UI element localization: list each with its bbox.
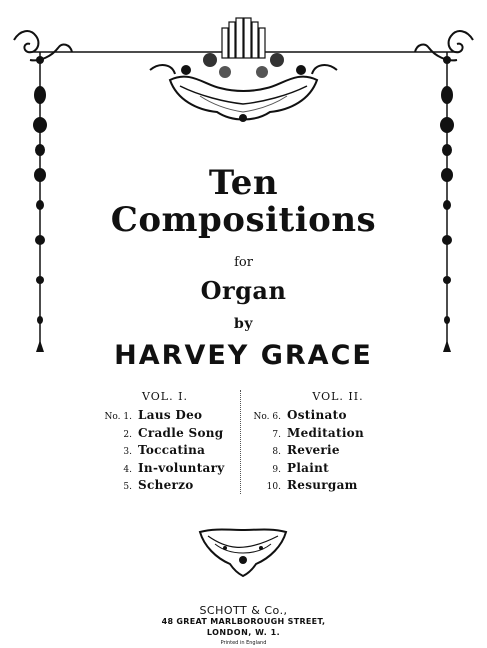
volume-1-heading: VOL. I. (142, 390, 188, 403)
volume-2-contents (241, 405, 364, 493)
contents-entry (92, 440, 225, 458)
piece-title: Reverie (287, 443, 340, 457)
volume-2-heading: VOL. II. (312, 390, 364, 403)
title-line-compositions: Compositions (110, 200, 377, 240)
contents-entry (241, 423, 364, 441)
piece-title: Scherzo (138, 478, 194, 492)
left-corner-scroll (14, 31, 72, 64)
piece-number: No. 1. (104, 412, 132, 422)
right-corner-scroll (415, 31, 473, 64)
piece-number: 5. (123, 482, 132, 492)
contents-entry (241, 475, 364, 493)
piece-title: Meditation (287, 425, 365, 440)
by-label: by (234, 316, 253, 332)
piece-number: 2. (123, 429, 132, 440)
piece-number: 8. (272, 447, 281, 457)
piece-title: Plaint (287, 460, 329, 475)
piece-title: In-voluntary (138, 460, 225, 475)
publisher-city: LONDON, W. 1. (206, 628, 281, 637)
instrument-title: Organ (200, 276, 287, 305)
piece-title: Cradle Song (138, 425, 224, 440)
piece-title: Resurgam (287, 478, 358, 492)
piece-number: 9. (272, 464, 281, 475)
piece-number: No. 6. (253, 412, 281, 422)
piece-title: Laus Deo (138, 408, 203, 422)
bottom-ornament (200, 530, 286, 577)
contents-entry (92, 458, 225, 476)
printed-note: Printed in England (220, 640, 267, 646)
contents-entry (241, 405, 364, 423)
for-label: for (234, 255, 253, 270)
piece-number: 3. (123, 447, 132, 457)
piece-number: 10. (266, 482, 281, 492)
publisher-address: 48 GREAT MARLBOROUGH STREET, (161, 617, 326, 626)
piece-title: Ostinato (287, 408, 347, 422)
title-line-ten: Ten (208, 163, 279, 203)
piece-title: Toccatina (138, 443, 206, 457)
volume-1-contents (92, 405, 225, 493)
composer-name: HARVEY GRACE (114, 340, 373, 371)
piece-number: 7. (272, 429, 281, 440)
contents-entry (241, 440, 364, 458)
publisher-name: SCHOTT & Co., (199, 604, 288, 617)
contents-entry (241, 458, 364, 476)
organ-cartouche-illustration (150, 18, 337, 122)
contents-entry (92, 423, 225, 441)
contents-entry (92, 475, 225, 493)
piece-number: 4. (123, 464, 132, 475)
contents-entry (92, 405, 225, 423)
